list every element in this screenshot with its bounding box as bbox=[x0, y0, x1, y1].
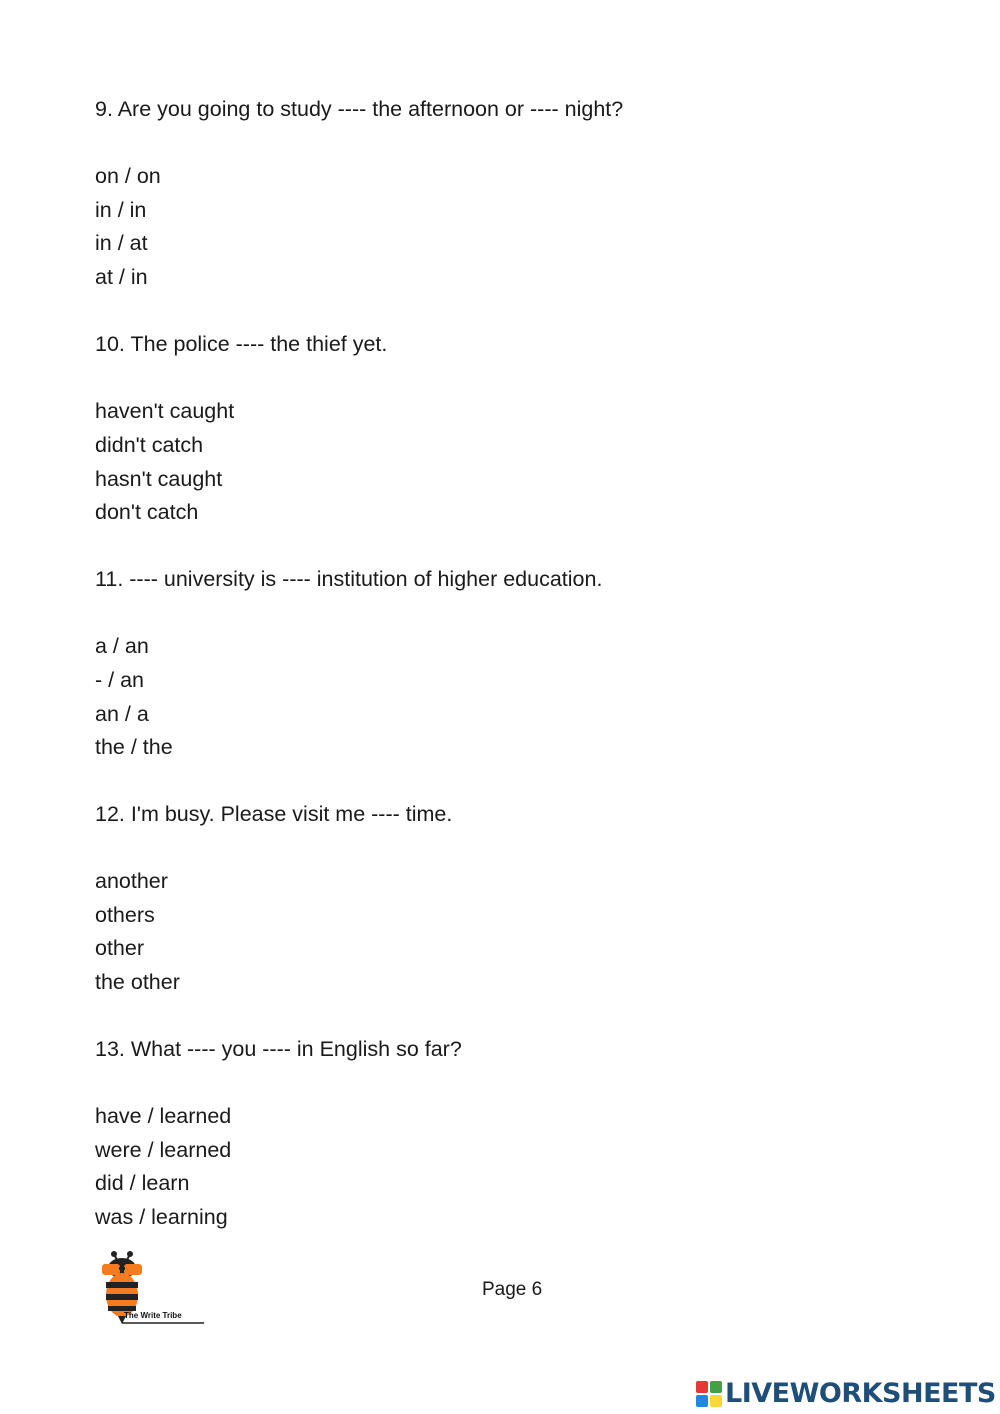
question-12-option-4[interactable]: the other bbox=[95, 970, 180, 994]
question-13-option-3[interactable]: did / learn bbox=[95, 1171, 190, 1195]
question-12-option-1[interactable]: another bbox=[95, 869, 168, 893]
liveworksheets-wordmark: LIVEWORKSHEETS bbox=[725, 1378, 996, 1409]
liveworksheets-brand[interactable] bbox=[696, 1374, 996, 1414]
question-13-option-4[interactable]: was / learning bbox=[95, 1205, 228, 1229]
question-13-option-1[interactable]: have / learned bbox=[95, 1104, 232, 1128]
question-12-text: 12. I'm busy. Please visit me ---- time. bbox=[95, 802, 453, 826]
question-9-option-2[interactable]: in / in bbox=[95, 198, 147, 222]
question-11-option-1[interactable]: a / an bbox=[95, 634, 149, 658]
question-11-option-2[interactable]: - / an bbox=[95, 668, 144, 692]
question-11-text: 11. ---- university is ---- institution of higher education. bbox=[95, 567, 603, 591]
question-9-option-1[interactable]: on / on bbox=[95, 164, 161, 188]
question-11-option-4[interactable]: the / the bbox=[95, 735, 173, 759]
question-10-option-2[interactable]: didn't catch bbox=[95, 433, 204, 457]
question-9-option-4[interactable]: at / in bbox=[95, 265, 148, 289]
question-9-option-3[interactable]: in / at bbox=[95, 231, 148, 255]
logo-caption: The Write Tribe bbox=[124, 1311, 182, 1320]
question-9-text: 9. Are you going to study ---- the afternoon or ---- night? bbox=[95, 97, 624, 121]
liveworksheets-logo-icon bbox=[696, 1381, 722, 1407]
question-10-option-3[interactable]: hasn't caught bbox=[95, 467, 223, 491]
question-12-option-2[interactable]: others bbox=[95, 903, 155, 927]
question-10-option-4[interactable]: don't catch bbox=[95, 500, 199, 524]
question-13-text: 13. What ---- you ---- in English so far? bbox=[95, 1037, 462, 1061]
question-13-option-2[interactable]: were / learned bbox=[95, 1138, 232, 1162]
question-10-text: 10. The police ---- the thief yet. bbox=[95, 332, 388, 356]
question-10-option-1[interactable]: haven't caught bbox=[95, 399, 235, 423]
question-12-option-3[interactable]: other bbox=[95, 936, 145, 960]
page-number: Page 6 bbox=[482, 1279, 543, 1300]
question-11-option-3[interactable]: an / a bbox=[95, 702, 149, 726]
